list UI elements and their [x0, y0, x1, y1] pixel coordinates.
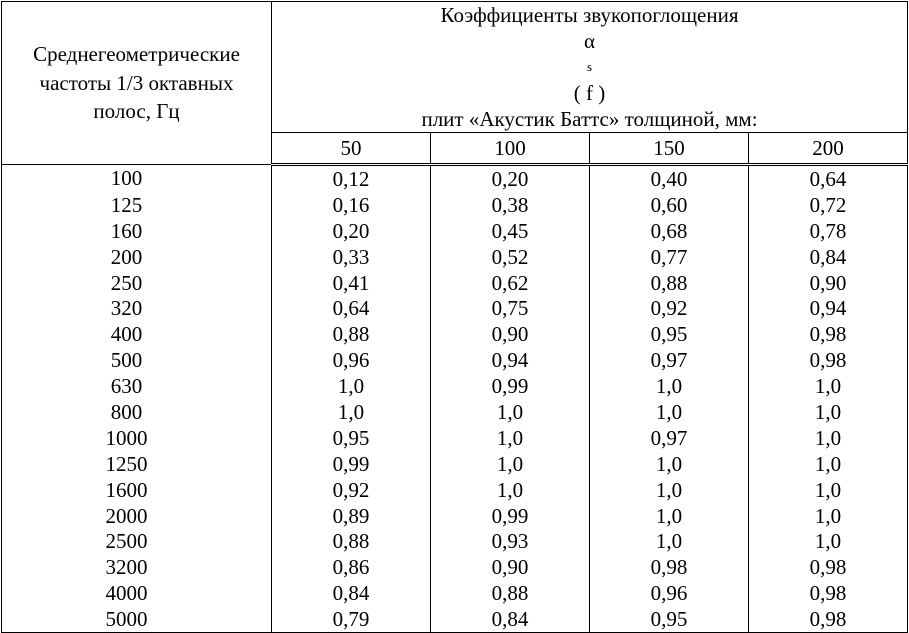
coefficient-cell: 1,0 — [590, 373, 749, 399]
coefficient-cell: 0,88 — [431, 580, 590, 606]
coefficient-cell: 0,99 — [431, 503, 590, 529]
frequency-cell: 2500 — [2, 528, 272, 554]
table-row — [2, 192, 908, 218]
coefficient-cell: 1,0 — [749, 503, 908, 529]
coefficient-cell: 0,86 — [272, 554, 431, 580]
coefficient-cell: 0,20 — [431, 165, 590, 192]
coefficient-cell: 1,0 — [749, 451, 908, 477]
table-header — [2, 2, 908, 165]
table-row — [2, 503, 908, 529]
frequency-header-line-1: Среднегеометрические — [33, 42, 240, 67]
table-row — [2, 399, 908, 425]
coefficient-cell: 0,60 — [590, 192, 749, 218]
coefficient-cell: 0,12 — [272, 165, 431, 192]
frequency-cell: 1600 — [2, 477, 272, 503]
coefficient-cell: 0,89 — [272, 503, 431, 529]
coefficient-cell: 1,0 — [749, 373, 908, 399]
thickness-header-100: 100 — [431, 133, 590, 165]
coefficient-group-header — [272, 2, 908, 133]
coefficient-cell: 1,0 — [749, 425, 908, 451]
table-row — [2, 425, 908, 451]
frequency-cell: 250 — [2, 270, 272, 296]
frequency-cell: 160 — [2, 218, 272, 244]
coefficient-cell: 0,92 — [272, 477, 431, 503]
coefficient-header-text: Коэффициенты звукопоглощения — [440, 3, 739, 27]
coefficient-cell: 0,95 — [272, 425, 431, 451]
coefficient-cell: 0,98 — [749, 580, 908, 606]
coefficient-cell: 1,0 — [749, 528, 908, 554]
coefficient-cell: 0,84 — [749, 244, 908, 270]
table-row — [2, 244, 908, 270]
coefficient-cell: 0,45 — [431, 218, 590, 244]
table-row — [2, 477, 908, 503]
coefficient-cell: 0,38 — [431, 192, 590, 218]
coefficient-cell: 0,97 — [590, 425, 749, 451]
coefficient-cell: 0,41 — [272, 270, 431, 296]
frequency-cell: 500 — [2, 347, 272, 373]
coefficient-cell: 1,0 — [590, 503, 749, 529]
table-row — [2, 165, 908, 192]
coefficient-cell: 1,0 — [431, 425, 590, 451]
table-row — [2, 554, 908, 580]
frequency-cell: 630 — [2, 373, 272, 399]
coefficient-cell: 0,20 — [272, 218, 431, 244]
coefficient-cell: 0,96 — [272, 347, 431, 373]
coefficient-cell: 0,98 — [749, 347, 908, 373]
frequency-cell: 100 — [2, 165, 272, 192]
coefficient-cell: 1,0 — [590, 399, 749, 425]
coefficient-cell: 0,62 — [431, 270, 590, 296]
coefficient-cell: 1,0 — [431, 477, 590, 503]
coefficient-cell: 0,84 — [431, 606, 590, 632]
coefficient-cell: 1,0 — [431, 451, 590, 477]
function-argument: ( f ) — [573, 81, 606, 105]
frequency-cell: 800 — [2, 399, 272, 425]
thickness-header-50: 50 — [272, 133, 431, 165]
frequency-cell: 3200 — [2, 554, 272, 580]
coefficient-cell: 0,98 — [590, 554, 749, 580]
coefficient-cell: 0,97 — [590, 347, 749, 373]
coefficient-cell: 0,94 — [431, 347, 590, 373]
sound-absorption-table — [1, 1, 908, 633]
table-row — [2, 295, 908, 321]
coefficient-cell: 0,40 — [590, 165, 749, 192]
table-row — [2, 606, 908, 632]
coefficient-cell: 0,93 — [431, 528, 590, 554]
table-row — [2, 321, 908, 347]
coefficient-cell: 1,0 — [272, 399, 431, 425]
coefficient-cell: 0,16 — [272, 192, 431, 218]
coefficient-cell: 0,96 — [590, 580, 749, 606]
coefficient-cell: 0,99 — [431, 373, 590, 399]
table-row — [2, 270, 908, 296]
coefficient-cell: 0,94 — [749, 295, 908, 321]
frequency-cell: 2000 — [2, 503, 272, 529]
frequency-cell: 125 — [2, 192, 272, 218]
frequency-cell: 1000 — [2, 425, 272, 451]
coefficient-cell: 0,78 — [749, 218, 908, 244]
table-row — [2, 218, 908, 244]
coefficient-cell: 0,98 — [749, 606, 908, 632]
frequency-cell: 400 — [2, 321, 272, 347]
coefficient-cell: 0,84 — [272, 580, 431, 606]
thickness-header-200: 200 — [749, 133, 908, 165]
frequency-cell: 1250 — [2, 451, 272, 477]
frequency-cell: 4000 — [2, 580, 272, 606]
coefficient-cell: 0,64 — [272, 295, 431, 321]
table-row — [2, 528, 908, 554]
coefficient-cell: 0,75 — [431, 295, 590, 321]
table-row — [2, 580, 908, 606]
coefficient-cell: 0,92 — [590, 295, 749, 321]
coefficient-cell: 0,64 — [749, 165, 908, 192]
coefficient-cell: 1,0 — [749, 399, 908, 425]
coefficient-cell: 1,0 — [590, 451, 749, 477]
coefficient-cell: 0,95 — [590, 321, 749, 347]
alpha-subscript: s — [586, 59, 593, 74]
coefficient-header-line-2: плит «Акустик Баттс» толщиной, мм: — [421, 107, 758, 131]
coefficient-cell: 1,0 — [590, 477, 749, 503]
coefficient-cell: 0,77 — [590, 244, 749, 270]
frequency-column-header — [2, 2, 272, 165]
coefficient-cell: 1,0 — [272, 373, 431, 399]
coefficient-cell: 0,88 — [272, 321, 431, 347]
coefficient-cell: 0,95 — [590, 606, 749, 632]
table-row — [2, 373, 908, 399]
coefficient-cell: 0,72 — [749, 192, 908, 218]
coefficient-cell: 0,88 — [590, 270, 749, 296]
coefficient-cell: 0,88 — [272, 528, 431, 554]
table-body — [2, 165, 908, 633]
coefficient-cell: 0,98 — [749, 554, 908, 580]
frequency-cell: 200 — [2, 244, 272, 270]
alpha-symbol: α — [583, 29, 595, 53]
document-page — [1, 1, 907, 633]
coefficient-cell: 0,68 — [590, 218, 749, 244]
coefficient-cell: 1,0 — [431, 399, 590, 425]
coefficient-cell: 0,98 — [749, 321, 908, 347]
coefficient-header-line-1 — [272, 2, 907, 106]
frequency-cell: 320 — [2, 295, 272, 321]
coefficient-cell: 0,90 — [431, 554, 590, 580]
coefficient-cell: 1,0 — [749, 477, 908, 503]
frequency-header-line-2: частоты 1/3 октавных — [39, 70, 234, 95]
coefficient-cell: 1,0 — [590, 528, 749, 554]
coefficient-cell: 0,79 — [272, 606, 431, 632]
coefficient-cell: 0,90 — [431, 321, 590, 347]
thickness-header-150: 150 — [590, 133, 749, 165]
frequency-header-line-3: полос, Гц — [93, 99, 180, 124]
coefficient-cell: 0,99 — [272, 451, 431, 477]
frequency-cell: 5000 — [2, 606, 272, 632]
table-row — [2, 451, 908, 477]
coefficient-cell: 0,52 — [431, 244, 590, 270]
coefficient-cell: 0,33 — [272, 244, 431, 270]
table-row — [2, 347, 908, 373]
coefficient-cell: 0,90 — [749, 270, 908, 296]
